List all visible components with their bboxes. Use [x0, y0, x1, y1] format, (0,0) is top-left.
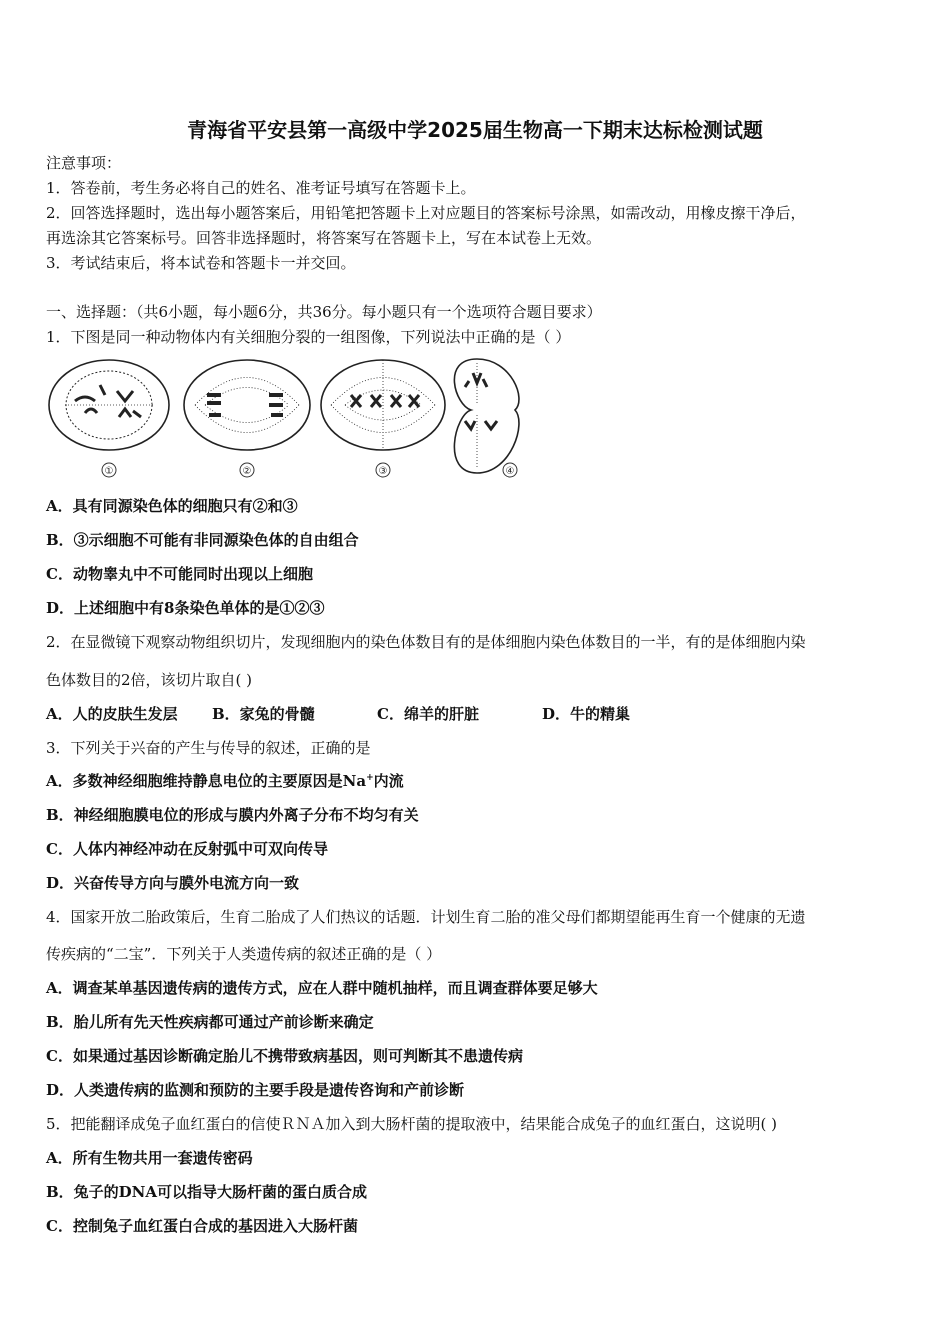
option-c: C．控制兔子血红蛋白合成的基因进入大肠杆菌 — [46, 1217, 358, 1235]
figure-label-3: ③ — [378, 466, 388, 477]
notice-item: 2．回答选择题时，选出每小题答案后，用铅笔把答题卡上对应题目的答案标号涂黑，如需改动，用橡皮擦干净后， — [46, 204, 806, 222]
notice-item: 再选涂其它答案标号。回答非选择题时，将答案写在答题卡上，写在本试卷上无效。 — [46, 229, 602, 247]
option-b: B．③示细胞不可能有非同源染色体的自由组合 — [46, 531, 359, 549]
option-c: C．绵羊的肝脏 — [377, 705, 479, 723]
superscript-plus: + — [366, 773, 374, 783]
option-a: A．所有生物共用一套遗传密码 — [46, 1149, 253, 1167]
option-a: A．调查某单基因遗传病的遗传方式，应在人群中随机抽样，而且调查群体要足够大 — [46, 979, 598, 997]
figure-label-1: ① — [104, 466, 114, 477]
question-4-stem-cont: 传疾病的“二宝”．下列关于人类遗传病的叙述正确的是（ ） — [46, 945, 442, 963]
option-a-text: A．多数神经细胞维持静息电位的主要原因是Na — [46, 772, 367, 790]
notice-item: 3．考试结束后，将本试卷和答题卡一并交回。 — [46, 254, 356, 272]
option-c: C．动物睾丸中不可能同时出现以上细胞 — [46, 565, 313, 583]
question-3-stem: 3．下列关于兴奋的产生与传导的叙述，正确的是 — [46, 739, 371, 757]
option-a — [46, 770, 404, 791]
option-a: A．人的皮肤生发层 — [46, 705, 178, 723]
option-d: D．人类遗传病的监测和预防的主要手段是遗传咨询和产前诊断 — [46, 1081, 465, 1099]
notice-heading: 注意事项： — [46, 154, 122, 172]
cell-image-2 — [184, 360, 310, 450]
option-b: B．家兔的骨髓 — [212, 705, 315, 723]
option-a: A．具有同源染色体的细胞只有②和③ — [46, 497, 298, 515]
figure-label-2: ② — [242, 466, 252, 477]
option-c: C．人体内神经冲动在反射弧中可双向传导 — [46, 840, 328, 858]
question-2-stem: 2．在显微镜下观察动物组织切片，发现细胞内的染色体数目有的是体细胞内染色体数目的一半，有的是体细胞内染 — [46, 633, 806, 651]
option-a-text-end: 内流 — [373, 772, 404, 790]
question-2-stem-cont: 色体数目的2倍，该切片取自( ) — [46, 671, 253, 689]
option-b: B．神经细胞膜电位的形成与膜内外离子分布不均匀有关 — [46, 806, 419, 824]
option-b: B．兔子的DNA可以指导大肠杆菌的蛋白质合成 — [46, 1183, 368, 1201]
page-title: 青海省平安县第一高级中学2025届生物高一下期末达标检测试题 — [187, 118, 763, 142]
option-d: D．上述细胞中有8条染色单体的是①②③ — [46, 599, 325, 617]
figure-label-4: ④ — [505, 466, 515, 477]
cell-image-3 — [321, 360, 445, 450]
notice-item: 1．答卷前，考生务必将自己的姓名、准考证号填写在答题卡上。 — [46, 179, 476, 197]
cell-image-4 — [454, 359, 519, 473]
option-d: D．牛的精巢 — [542, 705, 631, 723]
cell-division-figure — [45, 355, 555, 479]
cell-image-1 — [49, 360, 169, 450]
question-4-stem: 4．国家开放二胎政策后，生育二胎成了人们热议的话题．计划生育二胎的准父母们都期望能再生育一个健康的无遗 — [46, 908, 806, 926]
option-b: B．胎儿所有先天性疾病都可通过产前诊断来确定 — [46, 1013, 374, 1031]
section-heading: 一、选择题：（共6小题，每小题6分，共36分。每小题只有一个选项符合题目要求） — [46, 303, 602, 321]
question-5-stem: 5．把能翻译成兔子血红蛋白的信使ＲＮＡ加入到大肠杆菌的提取液中，结果能合成兔子的血红蛋白，这说明( ) — [46, 1115, 778, 1133]
option-c: C．如果通过基因诊断确定胎儿不携带致病基因，则可判断其不患遗传病 — [46, 1047, 523, 1065]
question-1-stem: 1．下图是同一种动物体内有关细胞分裂的一组图像，下列说法中正确的是（ ） — [46, 328, 571, 346]
option-d: D．兴奋传导方向与膜外电流方向一致 — [46, 874, 300, 892]
